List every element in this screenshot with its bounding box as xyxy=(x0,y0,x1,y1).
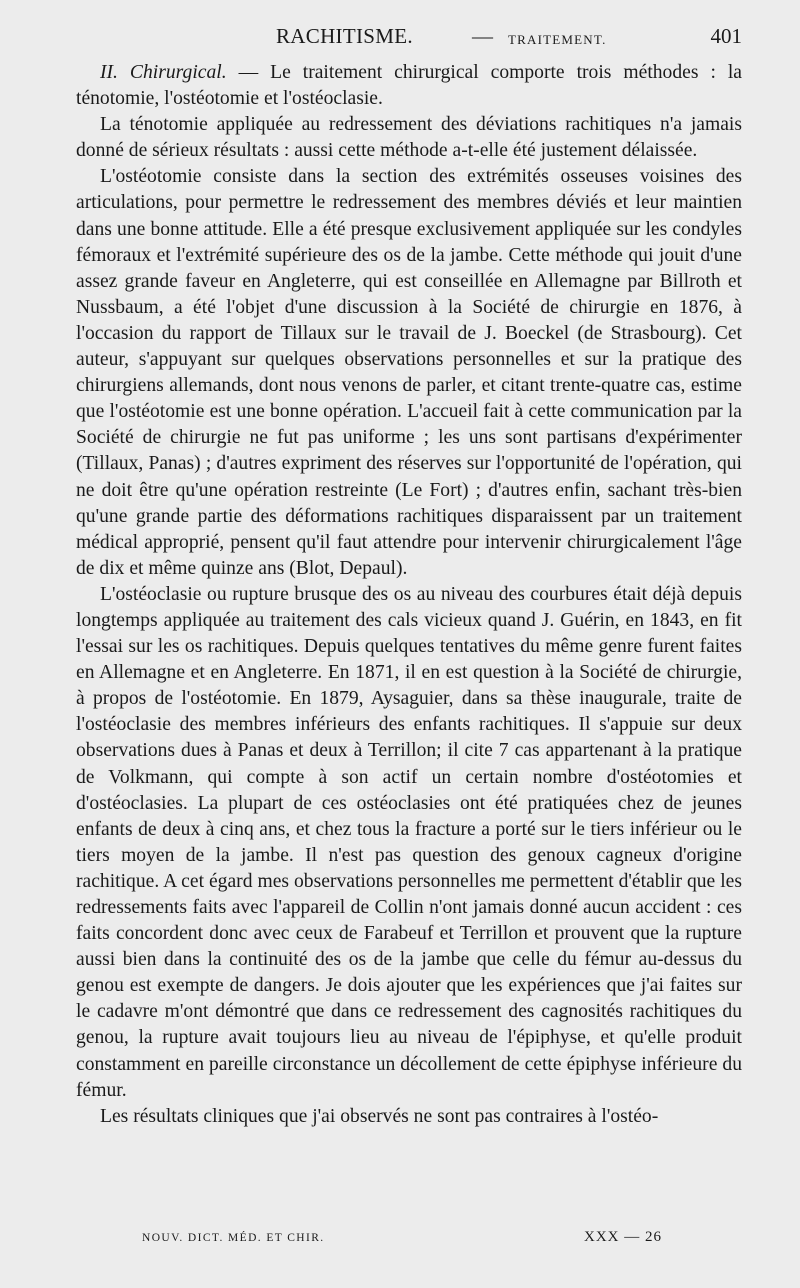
paragraph-resultats xyxy=(76,1104,742,1130)
paragraph-tenotomie xyxy=(76,112,742,164)
paragraph-text: — Le traitement chirurgical comporte trois méthodes : la ténotomie, l'ostéotomie et l'ostéoclasie. xyxy=(76,62,742,110)
header-subtitle: TRAITEMENT. xyxy=(508,32,607,47)
section-lead: II. Chirurgical. xyxy=(100,62,227,83)
footer-signature-left: NOUV. DICT. MÉD. ET CHIR. xyxy=(142,1232,325,1244)
running-header xyxy=(76,22,742,52)
paragraph-text: Les résultats cliniques que j'ai observés ne sont pas contraires à l'ostéo- xyxy=(100,1105,659,1127)
body-text xyxy=(76,60,742,1130)
page-footer xyxy=(76,1229,742,1252)
page-number: 401 xyxy=(710,24,742,48)
header-dash: — xyxy=(472,24,493,48)
paragraph-text: L'ostéoclasie ou rupture brusque des os au niveau des courbures était déjà depuis longtemps appliquée au traitement des cals vicieux quand J. Guérin, en 1843, en fit l'essai sur les os rachitiques. Depuis quelques tentatives du même genre furent faites en Allemagne et en Angleterre. En 1871, il en est question à la Société de chirurgie, à propos de l'ostéotomie. En 1879, Aysaguier, dans sa thèse inaugurale, traite de l'ostéoclasie des membres inférieurs des enfants rachitiques. Il s'appuie sur deux observations dues à Panas et deux à Terrillon; il cite 7 cas appartenant à la pratique de Volkmann, qui compte à son actif un certain nombre d'ostéotomies et d'ostéoclasies. La plupart de ces ostéoclasies ont été pratiquées chez de jeunes enfants de deux à cinq ans, et chez tous la fracture a porté sur le tiers inférieur ou le tiers moyen de la jambe. Il n'est pas question des genoux cagneux d'origine rachitique. A cet égard mes observations personnelles me permettent d'établir que les redressements faits avec l'appareil de Collin n'ont jamais donné aucun accident : ces faits concordent donc avec ceux de Farabeuf et Terrillon et prouvent que la rupture aussi bien dans la continuité des os de la jambe que celle du fémur au-dessus du genou est exempte de dangers. Je dois ajouter que les expériences que j'ai faites sur le cadavre m'ont démontré que dans ce redressement des cagnosités rachitiques du genou, la rupture avait toujours lieu au niveau de l'épiphyse, et qu'elle produit constamment en pareille circonstance un décollement de cette épiphyse inférieure du fémur. xyxy=(76,583,742,1101)
paragraph-text: La ténotomie appliquée au redressement des déviations rachitiques n'a jamais donné de sérieux résultats : aussi cette méthode a-t-elle été justement délaissée. xyxy=(76,114,742,162)
paragraph-text: L'ostéotomie consiste dans la section des extrémités osseuses voisines des articulations, pour permettre le redressement des membres déviés et leur maintien dans une bonne attitude. Elle a été presque exclusivement appliquée sur les condyles fémoraux et l'extrémité supérieure des os de la jambe. Cette méthode qui jouit d'une assez grande faveur en Angleterre, qui est conseillée en Allemagne par Billroth et Nussbaum, a été l'objet d'une discussion à la Société de chirurgie en 1876, à l'occasion du rapport de Tillaux sur le travail de J. Boeckel (de Strasbourg). Cet auteur, s'appuyant sur quelques observations personnelles et sur la pratique des chirurgiens allemands, dont nous venons de parler, et citant trente-quatre cas, estime que l'ostéotomie est une bonne opération. L'accueil fait à cette communication par la Société de chirurgie ne fut pas uniforme ; les uns sont partisans d'expérimenter (Tillaux, Panas) ; d'autres expriment des réserves sur l'opportunité de l'opération, qui ne doit être qu'une opération restreinte (Le Fort) ; d'autres enfin, sachant très-bien qu'une grande partie des déformations rachitiques disparaissent par un traitement médical approprié, pensent qu'il faut attendre pour intervenir chirurgicalement l'âge de dix et même quinze ans (Blot, Depaul). xyxy=(76,166,742,579)
paragraph-osteoclasie xyxy=(76,582,742,1104)
footer-signature-right: XXX — 26 xyxy=(584,1229,662,1245)
paragraph-osteotomie xyxy=(76,164,742,582)
header-title: RACHITISME. xyxy=(276,24,413,48)
paragraph-chirurgical xyxy=(76,60,742,112)
